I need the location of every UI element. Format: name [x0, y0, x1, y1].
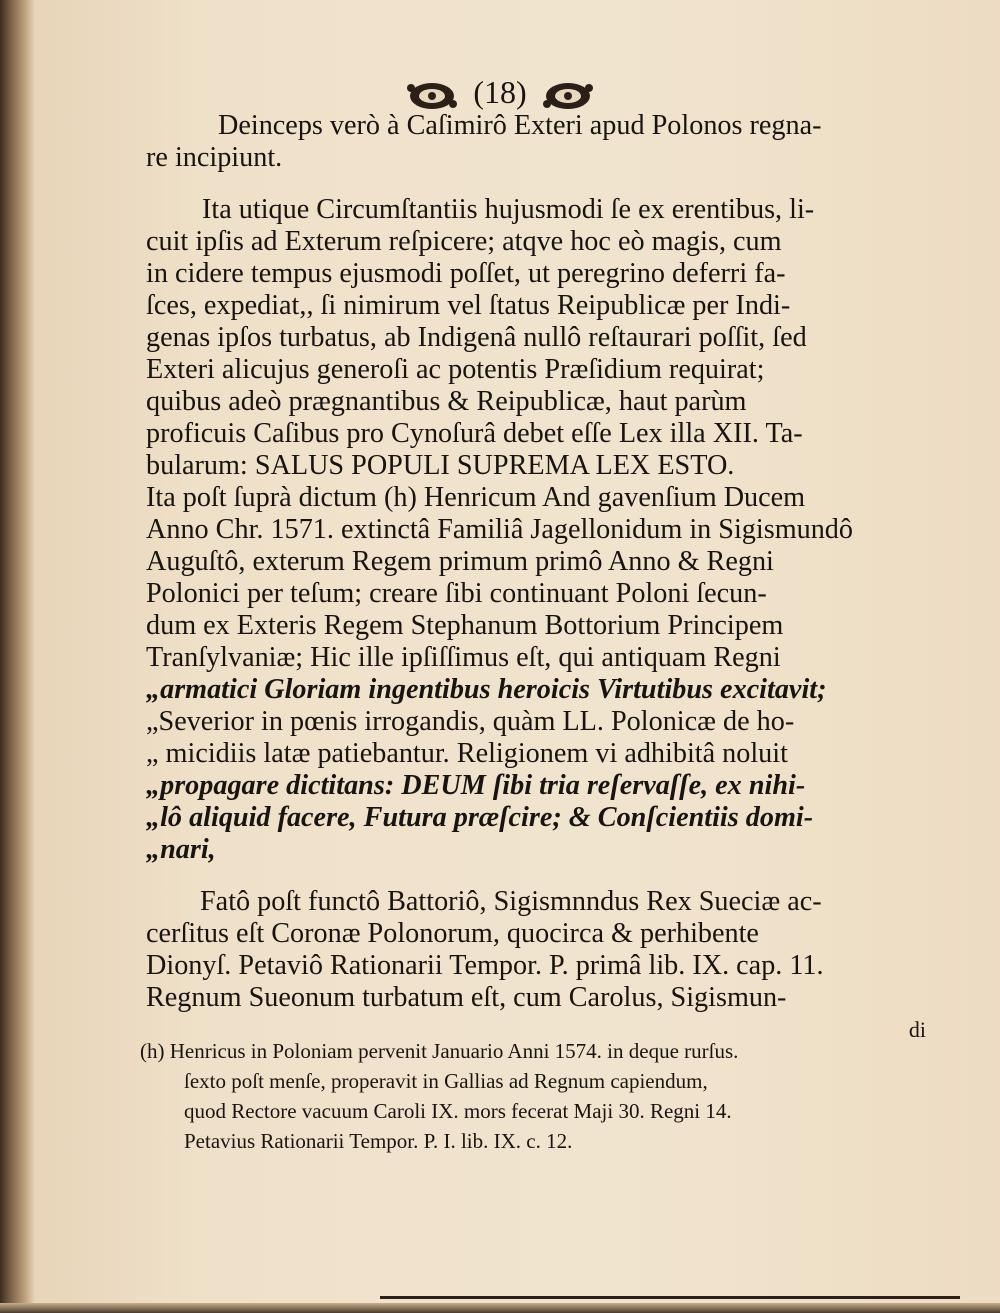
footnote-line: ſexto poſt menſe, properavit in Gallias ad Regnum capiendum,	[184, 1069, 708, 1093]
page-number: (18)	[473, 74, 527, 110]
text-line: „nari,	[146, 834, 216, 865]
footnote-line: (h) Henricus in Poloniam pervenit Januario Anni 1574. in deque rurſus.	[140, 1039, 739, 1063]
paragraph-gap	[146, 866, 932, 886]
text-line: Ita utique Circumſtantiis hujusmodi ſe ex erentibus, li-	[202, 194, 815, 225]
text-line: Fatô poſt functô Battoriô, Sigismnndus Rex Sueciæ ac-	[200, 886, 822, 917]
paragraph-gap	[146, 174, 932, 194]
text-line: „Severior in pœnis irrogandis, quàm LL. Polonicæ de ho-	[146, 706, 795, 737]
text-line: Exteri alicujus generoſi ac potentis Præſidium requirat;	[146, 354, 765, 385]
text-line: proficuis Caſibus pro Cynoſurâ debet eſſe Lex illa XII. Ta-	[146, 418, 803, 449]
footnote-line: quod Rectore vacuum Caroli IX. mors fecerat Maji 30. Regni 14.	[184, 1099, 732, 1123]
text-line: Regnum Sueonum turbatum eſt, cum Carolus, Sigismun-	[146, 982, 787, 1013]
text-line: Deinceps verò à Caſimirô Exteri apud Polonos regna-	[218, 110, 822, 141]
catchword: di	[908, 1017, 926, 1042]
text-line: ſces, expediat,, ſi nimirum vel ſtatus Reipublicæ per Indi-	[146, 290, 791, 321]
text-line: Dionyſ. Petaviô Rationarii Tempor. P. primâ lib. IX. cap. 11.	[146, 950, 824, 981]
left-ornament-icon	[405, 79, 459, 113]
binding-edge	[0, 0, 34, 1313]
text-line: „armatici Gloriam ingentibus heroicis Virtutibus excitavit;	[146, 674, 827, 705]
text-line: „propagare dictitans: DEUM ſibi tria reſervaſſe, ex nihi-	[146, 770, 806, 801]
footnote-line: Petavius Rationarii Tempor. P. I. lib. IX. c. 12.	[184, 1129, 573, 1153]
text-line: „lô aliquid facere, Futura præſcire; & Conſcientiis domi-	[146, 802, 814, 833]
text-line: Anno Chr. 1571. extinctâ Familiâ Jagellonidum in Sigismundô	[146, 514, 853, 545]
text-line: cerſitus eſt Coronæ Polonorum, quocirca & perhibente	[146, 918, 759, 949]
text-line: Auguſtô, exterum Regem primum primô Anno & Regni	[146, 546, 774, 577]
page-bottom-edge	[0, 1303, 1000, 1313]
text-line: re incipiunt.	[146, 142, 283, 173]
text-line: dum ex Exteris Regem Stephanum Bottorium Principem	[146, 610, 784, 641]
text-line: bularum: SALUS POPULI SUPREMA LEX ESTO.	[146, 450, 735, 481]
right-ornament-icon	[541, 79, 595, 113]
footnote	[140, 1036, 940, 1156]
text-line: Ita poſt ſuprà dictum (h) Henricum And gavenſium Ducem	[146, 482, 806, 513]
page-header	[0, 72, 1000, 113]
text-line: Polonici per teſum; creare ſibi continuant Poloni ſecun-	[146, 578, 767, 609]
text-line: genas ipſos turbatus, ab Indigenâ nullô reſtaurari poſſit, ſed	[146, 322, 807, 353]
text-line: quibus adeò prægnantibus & Reipublicæ, haut parùm	[146, 386, 747, 417]
main-text	[146, 110, 932, 1046]
text-line: „ micidiis latæ patiebantur. Religionem vi adhibitâ noluit	[146, 738, 788, 769]
text-line: Tranſylvaniæ; Hic ille ipſiſſimus eſt, qui antiquam Regni	[146, 642, 781, 673]
bottom-rule	[380, 1296, 960, 1299]
text-line: in cidere tempus ejusmodi poſſet, ut peregrino deferri fa-	[146, 258, 786, 289]
text-line: cuit ipſis ad Exterum reſpicere; atqve hoc eò magis, cum	[146, 226, 782, 257]
